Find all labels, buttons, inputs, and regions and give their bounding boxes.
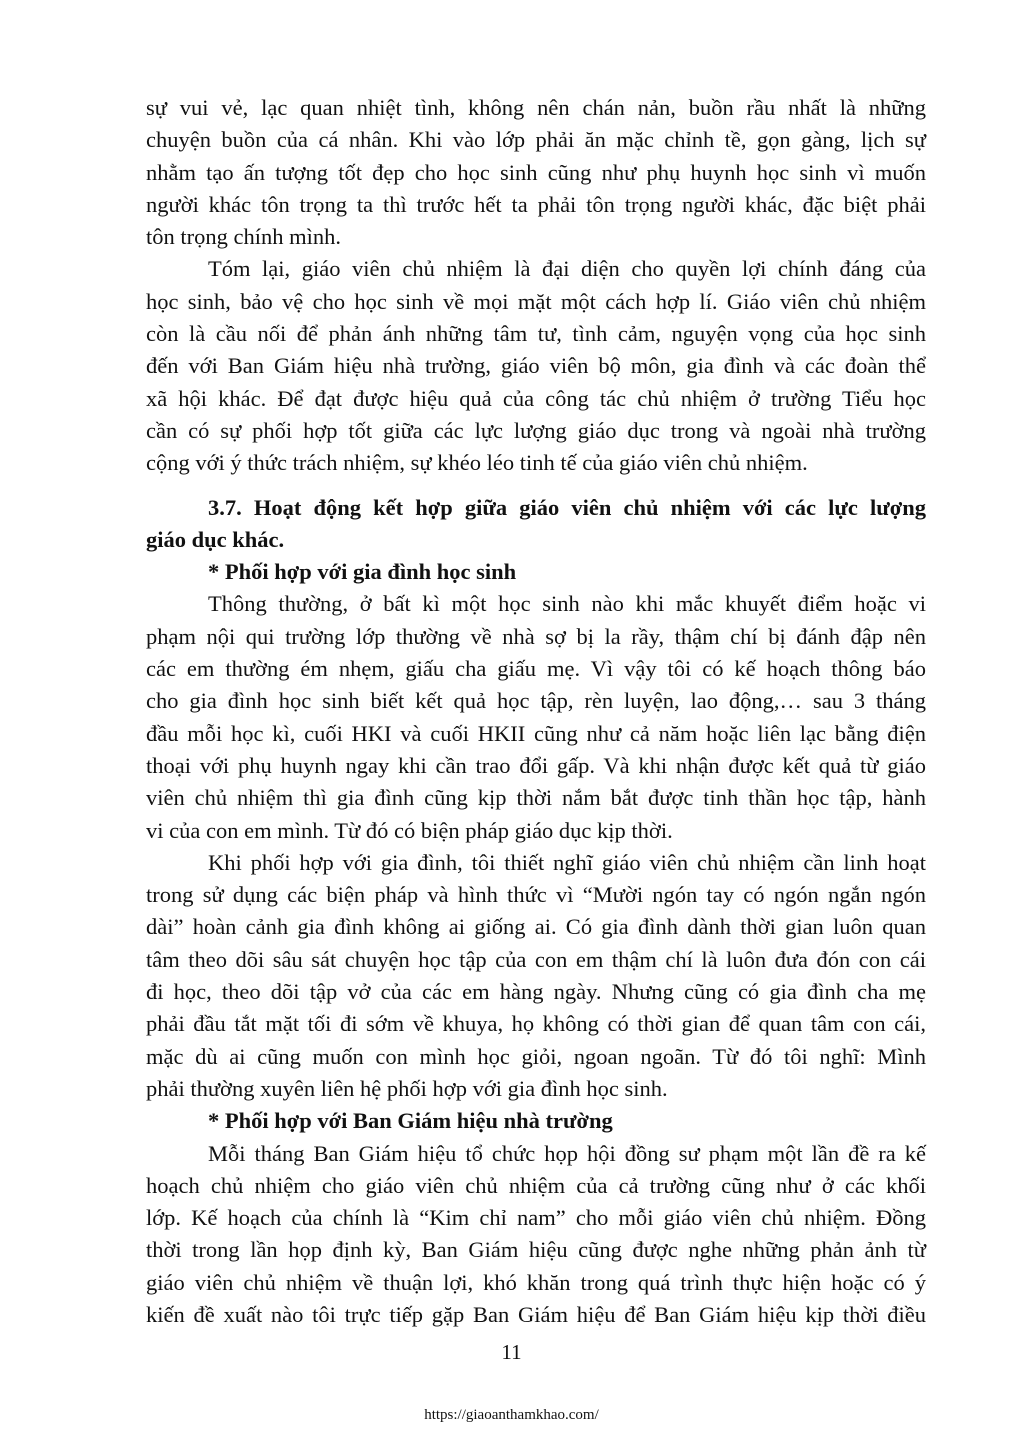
- text-line: vi của con em mình. Từ đó có biện pháp giáo dục kịp thời.: [146, 817, 673, 843]
- section-heading: [146, 492, 926, 557]
- text-line: Tóm lại, giáo viên chủ nhiệm là đại diện cho quyền lợi chính đáng của: [208, 256, 926, 282]
- paragraph-5: [146, 1138, 926, 1332]
- text-line: phạm nội qui trường lớp thường về nhà sợ bị la rầy, thậm chí bị đánh đập nên: [146, 623, 926, 649]
- subheading-family: * Phối hợp với gia đình học sinh: [208, 559, 517, 585]
- text-line: Thông thường, ở bất kì một học sinh nào khi mắc khuyết điểm hoặc vi: [208, 591, 926, 617]
- text-line: viên chủ nhiệm thì gia đình cũng kịp thời nắm bắt được tinh thần học tập, hành: [146, 785, 926, 811]
- text-line: cho gia đình học sinh biết kết quả học tập, rèn luyện, lao động,… sau 3 tháng: [146, 688, 926, 714]
- text-line: mặc dù ai cũng muốn con mình học giỏi, ngoan ngoãn. Từ đó tôi nghĩ: Mình: [146, 1043, 926, 1069]
- footer-url[interactable]: https://giaoanthamkhao.com/: [424, 1407, 599, 1423]
- text-line: người khác tôn trọng ta thì trước hết ta phải tôn trọng người khác, đặc biệt phải: [146, 191, 926, 217]
- text-line: xã hội khác. Để đạt được hiệu quả của công tác chủ nhiệm ở trường Tiểu học: [146, 385, 926, 411]
- text-line: cộng với ý thức trách nhiệm, sự khéo léo tinh tế của giáo viên chủ nhiệm.: [146, 450, 808, 476]
- text-line: dài” hoàn cảnh gia đình không ai giống ai. Có gia đình dành thời gian luôn quan: [146, 914, 926, 940]
- text-line: tâm theo dõi sâu sát chuyện học tập của con em thậm chí là luôn đưa đón con cái: [146, 946, 926, 972]
- page-number: 11: [501, 1340, 522, 1364]
- text-line: chuyện buồn của cá nhân. Khi vào lớp phải ăn mặc chỉnh tề, gọn gàng, lịch sự: [146, 127, 926, 153]
- text-line: phải thường xuyên liên hệ phối hợp với gia đình học sinh.: [146, 1075, 668, 1101]
- text-line: lớp. Kế hoạch của chính là “Kim chỉ nam” cho mỗi giáo viên chủ nhiệm. Đồng: [146, 1205, 926, 1231]
- paragraph-1: [146, 92, 926, 253]
- paragraph-3: [146, 588, 926, 846]
- text-line: các em thường ém nhẹm, giấu cha giấu mẹ. Vì vậy tôi có kế hoạch thông báo: [146, 656, 926, 682]
- paragraph-4: [146, 847, 926, 1105]
- text-line: Khi phối hợp với gia đình, tôi thiết nghĩ giáo viên chủ nhiệm cần linh hoạt: [208, 849, 926, 875]
- text-line: thoại với phụ huynh ngay khi cần trao đổi gấp. Và khi nhận được kết quả từ giáo: [146, 752, 926, 778]
- text-line: phải đầu tắt mặt tối đi sớm về khuya, họ không có thời gian để quan tâm con cái,: [146, 1011, 926, 1037]
- text-line: thời trong lần họp định kỳ, Ban Giám hiệu cũng được nghe những phản ảnh từ: [146, 1237, 926, 1263]
- text-line: sự vui vẻ, lạc quan nhiệt tình, không nên chán nản, buồn rầu nhất là những: [146, 95, 926, 120]
- document-body: [146, 92, 926, 1331]
- text-line: còn là cầu nối để phản ánh những tâm tư, tình cảm, nguyện vọng của học sinh: [146, 321, 926, 347]
- text-line: giáo viên chủ nhiệm về thuận lợi, khó khăn trong quá trình thực hiện hoặc có ý: [146, 1269, 926, 1295]
- heading-line: 3.7. Hoạt động kết hợp giữa giáo viên chủ nhiệm với các lực lượng: [208, 494, 926, 520]
- text-line: Mỗi tháng Ban Giám hiệu tổ chức họp hội đồng sư phạm một lần đề ra kế: [208, 1140, 926, 1166]
- subheading-school-board: * Phối hợp với Ban Giám hiệu nhà trường: [208, 1108, 613, 1134]
- text-line: tôn trọng chính mình.: [146, 224, 341, 250]
- text-line: cần có sự phối hợp tốt giữa các lực lượng giáo dục trong và ngoài nhà trường: [146, 417, 926, 443]
- text-line: trong sử dụng các biện pháp và hình thức vì “Mười ngón tay có ngón ngắn ngón: [146, 882, 926, 908]
- text-line: đến với Ban Giám hiệu nhà trường, giáo viên bộ môn, gia đình và các đoàn thể: [146, 353, 926, 379]
- text-line: đầu mỗi học kì, cuối HKI và cuối HKII cũng như cả năm hoặc liên lạc bằng điện: [146, 720, 926, 746]
- text-line: kiến đề xuất nào tôi trực tiếp gặp Ban Giám hiệu để Ban Giám hiệu kịp thời điều: [146, 1301, 926, 1327]
- section-gap: [146, 480, 926, 492]
- text-line: học sinh, bảo vệ cho học sinh về mọi mặt một cách hợp lí. Giáo viên chủ nhiệm: [146, 288, 926, 314]
- text-line: đi học, theo dõi tập vở của các em hàng ngày. Nhưng cũng có gia đình cha mẹ: [146, 979, 926, 1005]
- text-line: nhằm tạo ấn tượng tốt đẹp cho học sinh cũng như phụ huynh học sinh vì muốn: [146, 159, 926, 185]
- text-line: hoạch chủ nhiệm cho giáo viên chủ nhiệm của cả trường cũng như ở các khối: [146, 1172, 926, 1198]
- paragraph-2: [146, 253, 926, 479]
- heading-line: giáo dục khác.: [146, 526, 285, 552]
